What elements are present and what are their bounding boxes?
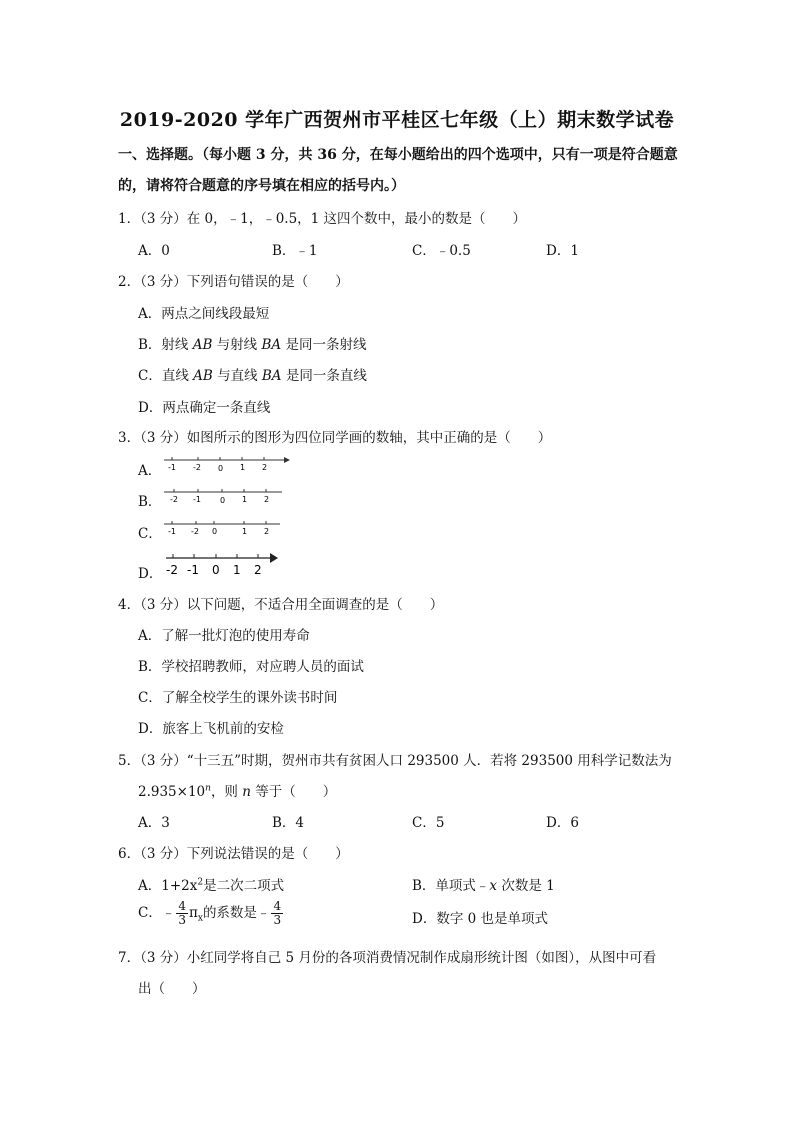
question-5-option-d: D．6 bbox=[546, 815, 579, 831]
question-2-option-b: B．射线 AB 与射线 BA 是同一条射线 bbox=[138, 337, 367, 353]
question-3-option-c: C． bbox=[138, 526, 162, 542]
question-4-option-a: A．了解一批灯泡的使用寿命 bbox=[138, 628, 310, 644]
tick-label: 1 bbox=[240, 463, 246, 472]
question-6-option-c: C．﹣ $\frac{4}{3}$ $\pi_x$的系数是﹣ $\frac{4}{3}$ bbox=[138, 899, 282, 927]
question-2-stem: 2．（3 分）下列语句错误的是（ ） bbox=[118, 274, 349, 290]
question-1-option-a: A．0 bbox=[138, 243, 170, 259]
question-5-option-c: C．5 bbox=[412, 815, 445, 831]
question-2-option-d: D．两点确定一条直线 bbox=[138, 400, 271, 416]
tick-label: 0 bbox=[218, 464, 224, 473]
question-1-option-c: C．﹣0.5 bbox=[412, 243, 471, 259]
tick-label: 0 bbox=[212, 563, 220, 577]
question-3-option-b: B． bbox=[138, 494, 162, 510]
question-6-option-d: D．数字 0 也是单项式 bbox=[412, 911, 548, 927]
question-5-option-b: B．4 bbox=[272, 815, 305, 831]
number-line-b bbox=[160, 484, 290, 506]
tick-label: -1 bbox=[168, 527, 176, 536]
question-3-stem: 3．（3 分）如图所示的图形为四位同学画的数轴，其中正确的是（ ） bbox=[118, 430, 552, 446]
question-4-stem: 4．（3 分）以下问题，不适合用全面调查的是（ ） bbox=[118, 597, 444, 613]
number-line-d bbox=[160, 548, 280, 578]
number-line-a bbox=[160, 452, 290, 474]
page-title: 2019-2020 学年广西贺州市平桂区七年级（上）期末数学试卷 bbox=[119, 109, 675, 131]
section-heading-line2: 的，请将符合题意的序号填在相应的括号内。） bbox=[118, 178, 405, 194]
question-6-stem: 6．（3 分）下列说法错误的是（ ） bbox=[118, 846, 349, 862]
question-6-option-b: B．单项式﹣x 次数是 1 bbox=[412, 878, 555, 894]
tick-label: 0 bbox=[220, 496, 226, 505]
question-1-stem: 1．（3 分）在 0，﹣1，﹣0.5，1 这四个数中，最小的数是（ ） bbox=[118, 211, 527, 227]
tick-label: 1 bbox=[233, 563, 241, 577]
tick-label: 2 bbox=[254, 563, 262, 577]
fraction: $\frac{4}{3}$ bbox=[273, 899, 282, 927]
number-line-c bbox=[160, 516, 290, 538]
question-7-stem-line1: 7．（3 分）小红同学将自己 5 月份的各项消费情况制作成扇形统计图（如图），从图中可看 bbox=[118, 950, 657, 966]
question-3-option-a: A． bbox=[138, 463, 162, 479]
tick-label: -1 bbox=[193, 495, 201, 504]
tick-label: 2 bbox=[264, 495, 270, 504]
tick-label: -2 bbox=[191, 527, 199, 536]
question-4-option-b: B．学校招聘教师，对应聘人员的面试 bbox=[138, 659, 364, 675]
question-7-stem-line2: 出（ ） bbox=[138, 981, 206, 997]
tick-label: 1 bbox=[242, 495, 248, 504]
question-6-option-a: A．$1+2x^2$是二次二项式 bbox=[138, 877, 285, 894]
section-heading-line1: 一、选择题。（每小题 3 分，共 36 分，在每小题给出的四个选项中，只有一项是符合题意 bbox=[118, 147, 678, 163]
question-3-option-d: D． bbox=[138, 566, 163, 582]
tick-label: -2 bbox=[193, 463, 201, 472]
question-4-option-d: D．旅客上飞机前的安检 bbox=[138, 721, 284, 737]
tick-label: -2 bbox=[166, 563, 178, 577]
tick-label: 2 bbox=[262, 463, 268, 472]
question-4-option-c: C．了解全校学生的课外读书时间 bbox=[138, 690, 338, 706]
tick-label: 1 bbox=[242, 527, 248, 536]
question-5-stem: 5．（3 分）“十三五”时期，贺州市共有贫困人口 293500 人．若将 293500 用科学记数法为 bbox=[118, 753, 672, 769]
tick-label: -1 bbox=[168, 463, 176, 472]
question-2-option-a: A．两点之间线段最短 bbox=[138, 306, 270, 322]
question-5-line2: $2.935\times 10^n$，则 n 等于（ ） bbox=[138, 783, 337, 800]
tick-label: -2 bbox=[170, 495, 178, 504]
fraction: $\frac{4}{3}$ bbox=[178, 899, 186, 927]
tick-label: 0 bbox=[212, 527, 218, 536]
question-2-option-c: C．直线 AB 与直线 BA 是同一条直线 bbox=[138, 368, 367, 384]
section-heading bbox=[118, 140, 688, 202]
tick-label: -1 bbox=[187, 563, 199, 577]
question-1-option-d: D．1 bbox=[546, 243, 579, 259]
tick-label: 2 bbox=[264, 527, 270, 536]
question-5-option-a: A．3 bbox=[138, 815, 170, 831]
question-1-option-b: B．﹣1 bbox=[272, 243, 318, 259]
